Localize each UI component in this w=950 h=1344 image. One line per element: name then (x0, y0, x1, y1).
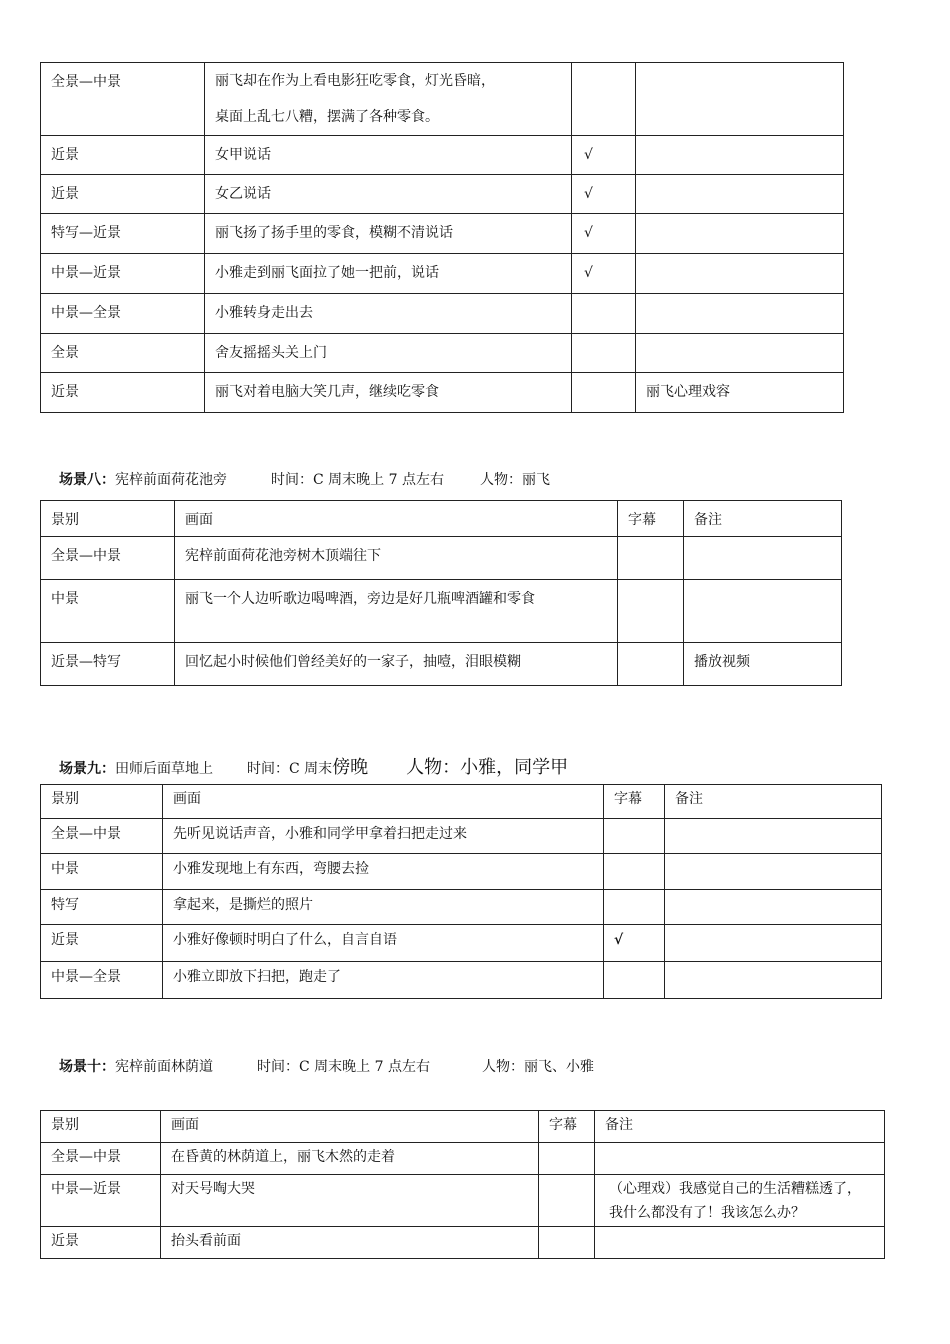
subtitle-cell: √ (572, 254, 636, 294)
header-scene: 画面 (175, 501, 618, 537)
scene10-table (40, 1110, 885, 1259)
table-row (41, 63, 844, 136)
note-cell (665, 854, 882, 890)
scene8-location: 宪梓前面荷花池旁 (115, 472, 227, 488)
scene10-label: 场景十： (59, 1059, 115, 1075)
scene-line: 丽飞却在作为上看电影狂吃零食，灯光昏暗， (215, 73, 495, 89)
scene-cell: 小雅转身走出去 (205, 294, 572, 334)
shot-cell: 全景—中景 (41, 537, 175, 580)
scene8-people: 人物：丽飞 (479, 472, 550, 488)
scene9-table (40, 784, 882, 999)
header-subtitle: 字幕 (618, 501, 684, 537)
shot-cell: 近景 (41, 1227, 161, 1259)
scene9-location: 田师后面草地上 (115, 761, 213, 777)
subtitle-cell (618, 537, 684, 580)
subtitle-cell: √ (572, 175, 636, 214)
shot-cell: 中景—全景 (41, 294, 205, 334)
scene-cell: 丽飞一个人边听歌边喝啤酒，旁边是好几瓶啤酒罐和零食 (175, 580, 618, 643)
scene-cell: 小雅走到丽飞面拉了她一把前，说话 (205, 254, 572, 294)
subtitle-cell: √ (572, 214, 636, 254)
header-subtitle: 字幕 (604, 785, 665, 819)
table-header-row (41, 785, 882, 819)
scene10-heading (59, 1056, 594, 1076)
subtitle-cell (572, 294, 636, 334)
note-cell: 丽飞心理戏容 (636, 373, 844, 413)
scene9-label: 场景九： (59, 761, 115, 777)
scene10-location: 宪梓前面林荫道 (115, 1059, 213, 1075)
table-row (41, 334, 844, 373)
scene-cell: 抬头看前面 (161, 1227, 539, 1259)
note-cell (684, 537, 842, 580)
subtitle-cell (539, 1227, 595, 1259)
subtitle-cell (604, 890, 665, 925)
note-cell (636, 214, 844, 254)
scene9-time-emphasis: 傍晚 (332, 757, 369, 778)
scene-cell: 丽飞对着电脑大笑几声，继续吃零食 (205, 373, 572, 413)
scene-cell: 对天号啕大哭 (161, 1175, 539, 1227)
table-header-row (41, 501, 842, 537)
note-cell (636, 334, 844, 373)
shot-cell: 中景—近景 (41, 254, 205, 294)
scene8-table (40, 500, 842, 686)
scene-cell: 宪梓前面荷花池旁树木顶端往下 (175, 537, 618, 580)
shot-cell: 特写—近景 (41, 214, 205, 254)
shot-cell: 中景 (41, 580, 175, 643)
shot-cell: 近景—特写 (41, 643, 175, 686)
header-subtitle: 字幕 (539, 1111, 595, 1143)
scene-cell: 在昏黄的林荫道上，丽飞木然的走着 (161, 1143, 539, 1175)
shot-cell: 中景 (41, 854, 163, 890)
shot-cell: 中景—近景 (41, 1175, 161, 1227)
header-scene: 画面 (163, 785, 604, 819)
table-row (41, 962, 882, 999)
scene10-time: 时间：C 周末晚上 7 点左右 (257, 1059, 430, 1075)
scene9-time: 时间：C 周末 (247, 761, 333, 777)
subtitle-cell (604, 854, 665, 890)
table-row (41, 925, 882, 962)
scene9-people: 人物：小雅，同学甲 (406, 757, 569, 778)
shot-cell: 近景 (41, 136, 205, 175)
note-cell (665, 890, 882, 925)
table-row (41, 1227, 885, 1259)
table-row (41, 214, 844, 254)
subtitle-cell (572, 63, 636, 136)
table-row (41, 1175, 885, 1227)
table-row (41, 537, 842, 580)
table-row (41, 373, 844, 413)
scene-cell: 舍友摇摇头关上门 (205, 334, 572, 373)
table-header-row (41, 1111, 885, 1143)
header-shot: 景别 (41, 501, 175, 537)
note-cell (636, 136, 844, 175)
shot-cell: 近景 (41, 175, 205, 214)
note-cell: （心理戏）我感觉自己的生活糟糕透了，我什么都没有了！我该怎么办？ (595, 1175, 885, 1227)
table-row (41, 136, 844, 175)
note-cell (684, 580, 842, 643)
scene-cell: 小雅好像顿时明白了什么，自言自语 (163, 925, 604, 962)
scene-cell: 丽飞扬了扬手里的零食，模糊不清说话 (205, 214, 572, 254)
note-cell (636, 254, 844, 294)
shot-cell: 全景—中景 (41, 63, 205, 136)
subtitle-cell (618, 643, 684, 686)
header-note: 备注 (665, 785, 882, 819)
subtitle-cell (604, 819, 665, 854)
table-row (41, 819, 882, 854)
scene10-people: 人物：丽飞、小雅 (481, 1059, 594, 1075)
shot-cell: 中景—全景 (41, 962, 163, 999)
scene-line: 桌面上乱七八糟，摆满了各种零食。 (215, 109, 439, 125)
scene-cell: 拿起来，是撕烂的照片 (163, 890, 604, 925)
scene-cell: 女乙说话 (205, 175, 572, 214)
table-row (41, 854, 882, 890)
scene8-time: 时间：C 周末晚上 7 点左右 (271, 472, 444, 488)
note-cell: 播放视频 (684, 643, 842, 686)
subtitle-cell: √ (604, 925, 665, 962)
subtitle-cell (539, 1143, 595, 1175)
scene-cell: 小雅立即放下扫把，跑走了 (163, 962, 604, 999)
header-scene: 画面 (161, 1111, 539, 1143)
note-cell (636, 63, 844, 136)
note-cell (636, 294, 844, 334)
table-row (41, 1143, 885, 1175)
shot-cell: 近景 (41, 925, 163, 962)
scene-cell: 小雅发现地上有东西，弯腰去捡 (163, 854, 604, 890)
subtitle-cell (604, 962, 665, 999)
subtitle-cell (572, 334, 636, 373)
subtitle-cell (572, 373, 636, 413)
table-row (41, 175, 844, 214)
shot-cell: 全景—中景 (41, 819, 163, 854)
header-shot: 景别 (41, 785, 163, 819)
subtitle-cell (618, 580, 684, 643)
table-row (41, 890, 882, 925)
note-cell (595, 1143, 885, 1175)
shot-cell: 全景—中景 (41, 1143, 161, 1175)
scene8-heading (59, 469, 550, 489)
scene-cell: 回忆起小时候他们曾经美好的一家子，抽噎，泪眼模糊 (175, 643, 618, 686)
note-cell (595, 1227, 885, 1259)
table-row (41, 643, 842, 686)
scene-cell (205, 63, 572, 136)
shot-cell: 特写 (41, 890, 163, 925)
table-row (41, 580, 842, 643)
subtitle-cell (539, 1175, 595, 1227)
header-note: 备注 (684, 501, 842, 537)
shot-cell: 全景 (41, 334, 205, 373)
scene8-label: 场景八： (59, 472, 115, 488)
note-cell (665, 925, 882, 962)
shot-cell: 近景 (41, 373, 205, 413)
scene-cell: 先听见说话声音，小雅和同学甲拿着扫把走过来 (163, 819, 604, 854)
note-cell (665, 819, 882, 854)
storyboard-table-continued (40, 62, 844, 413)
header-note: 备注 (595, 1111, 885, 1143)
table-row (41, 254, 844, 294)
note-cell (665, 962, 882, 999)
table-row (41, 294, 844, 334)
note-cell (636, 175, 844, 214)
header-shot: 景别 (41, 1111, 161, 1143)
scene-cell: 女甲说话 (205, 136, 572, 175)
scene9-heading (59, 753, 568, 779)
subtitle-cell: √ (572, 136, 636, 175)
